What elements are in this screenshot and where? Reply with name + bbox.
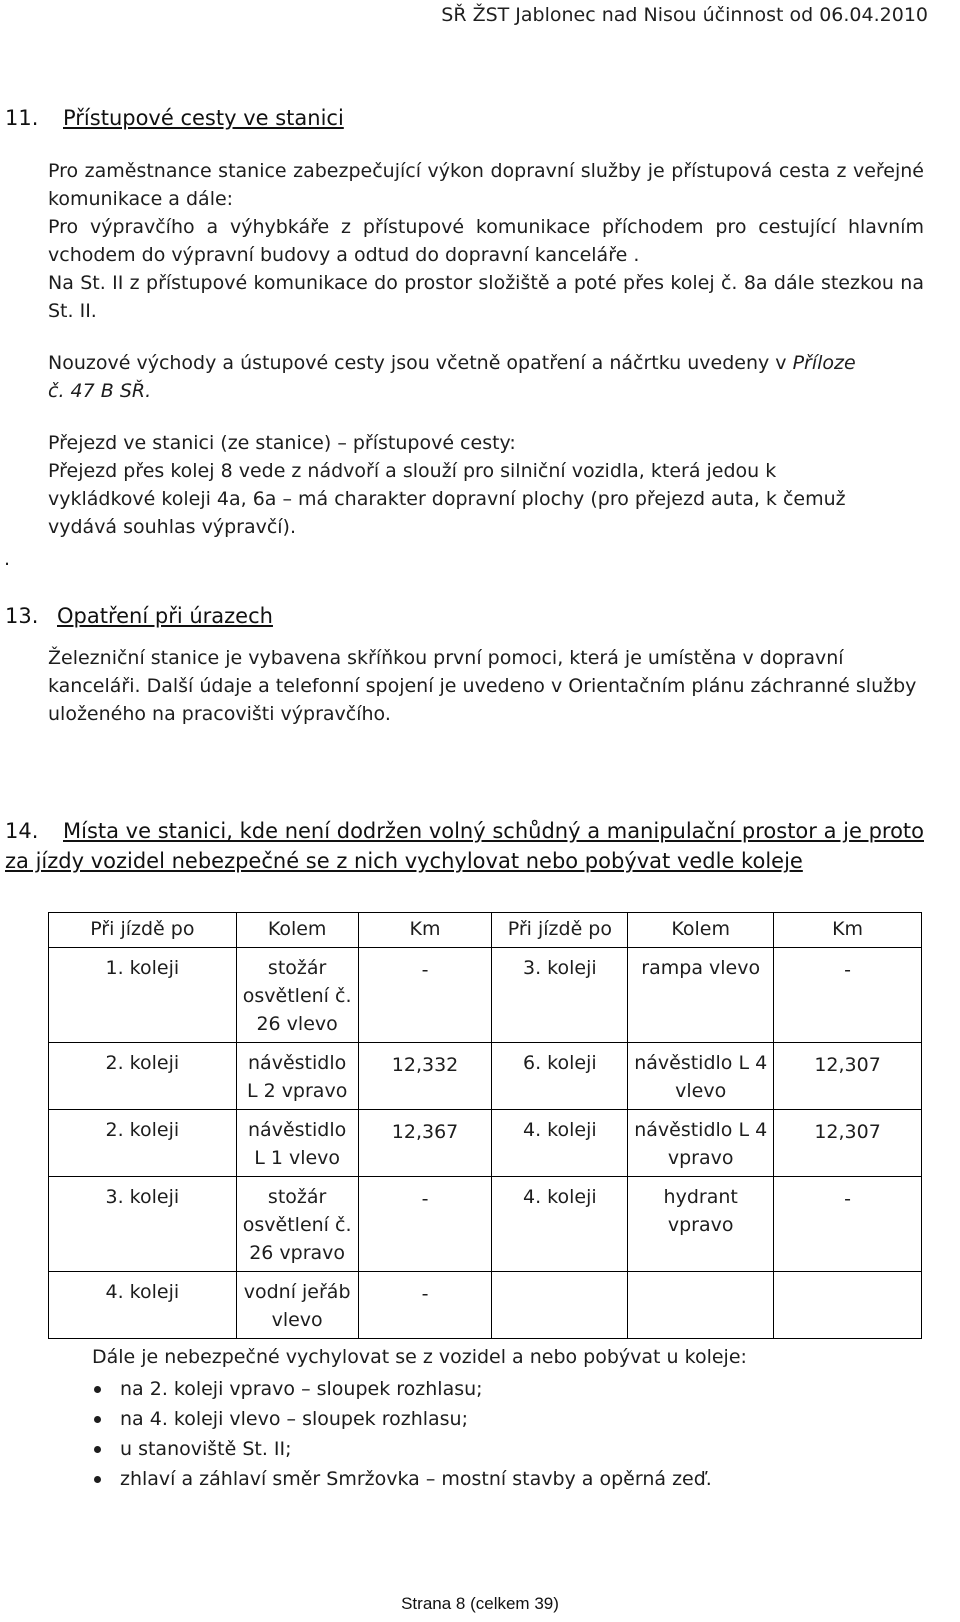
table-cell: - [358,1177,492,1272]
table-row [49,1110,922,1177]
table-cell: - [358,1272,492,1339]
table-cell: 12,307 [774,1110,922,1177]
table-cell: rampa vlevo [628,948,774,1043]
table-row [49,1272,922,1339]
section-11-intro: Pro zaměstnance stanice zabezpečující výkon dopravní služby je přístupová cesta z veřejné komunikace a dále: [48,160,924,210]
table-cell: návěstidlo L 4 vlevo [628,1043,774,1110]
section-13-number: 13. [5,604,39,628]
section-11-heading [5,106,344,130]
table-header-row [49,913,922,948]
table-row [49,948,922,1043]
table-cell: 3. koleji [49,1177,237,1272]
table-cell: vodní jeřáb vlevo [236,1272,358,1339]
section-14-heading [5,816,925,876]
table-cell: 4. koleji [492,1177,628,1272]
table-cell [774,1272,922,1339]
table-cell: stožár osvětlení č. 26 vlevo [236,948,358,1043]
table-cell: 6. koleji [492,1043,628,1110]
table-cell: 1. koleji [49,948,237,1043]
table-header-cell: Kolem [236,913,358,948]
table-cell: 2. koleji [49,1110,237,1177]
emergency-exits-ref: Příloze [792,352,856,374]
section-14-title: Místa ve stanici, kde není dodržen volný schůdný a manipulační prostor a je proto za jízdy vozidel nebezpečné se z nich vychylovat nebo pobývat vedle koleje [5,819,924,873]
table-cell: - [774,1177,922,1272]
table-cell: 3. koleji [492,948,628,1043]
emergency-exits-sentence: Nouzové východy a ústupové cesty jsou včetně opatření a náčrtku uvedeny v [48,352,793,374]
emergency-exits-ref-line2: č. 47 B SŘ. [48,380,152,402]
table-header-cell: Při jízdě po [49,913,237,948]
table-cell: 4. koleji [49,1272,237,1339]
table-cell: hydrant vpravo [628,1177,774,1272]
crossing-title: Přejezd ve stanici (ze stanice) – přístupové cesty: [48,432,516,454]
table-header-cell: Kolem [628,913,774,948]
table-row [49,1177,922,1272]
section-11-number: 11. [5,106,39,130]
section-11-para1: Pro výpravčího a výhybkáře z přístupové komunikace příchodem pro cestující hlavním vchodem do výpravní budovy a odtud do dopravní kanceláře . [48,216,924,266]
after-table-text: Dále je nebezpečné vychylovat se z vozidel a nebo pobývat u koleje: [92,1346,747,1368]
table-cell: stožár osvětlení č. 26 vpravo [236,1177,358,1272]
table-cell: 12,367 [358,1110,492,1177]
dangerous-places-table [48,912,922,1339]
table-cell: 12,332 [358,1043,492,1110]
table-header-cell: Km [774,913,922,948]
emergency-exits-text [48,350,856,378]
list-item: u stanoviště St. II; [92,1434,712,1464]
table-cell: 12,307 [774,1043,922,1110]
table-row [49,1043,922,1110]
section-13-heading [5,604,273,628]
table-cell [628,1272,774,1339]
section-13-title: Opatření při úrazech [57,604,273,628]
table-cell: 2. koleji [49,1043,237,1110]
section-13-text: Železniční stanice je vybavena skříňkou první pomoci, která je umístěna v dopravní kanceláři. Další údaje a telefonní spojení je uvedeno v Orientačním plánu záchranné služby uloženého na pracovišti výpravčího. [48,647,917,725]
section-14-number: 14. [5,819,39,843]
table-cell: 4. koleji [492,1110,628,1177]
crossing-text: Přejezd přes kolej 8 vede z nádvoří a slouží pro silniční vozidla, která jedou k vykládkové koleji 4a, 6a – má charakter dopravní plochy (pro přejezd auta, k čemuž vydává souhlas výpravčí). [48,460,846,538]
list-item: na 4. koleji vlevo – sloupek rozhlasu; [92,1404,712,1434]
table-cell: - [774,948,922,1043]
list-item: zhlaví a záhlaví směr Smržovka – mostní stavby a opěrná zeď. [92,1464,712,1494]
table-header-cell: Při jízdě po [492,913,628,948]
table-cell: návěstidlo L 1 vlevo [236,1110,358,1177]
section-11-para2: Na St. II z přístupové komunikace do prostor složiště a poté přes kolej č. 8a dále stezkou na St. II. [48,272,924,322]
table-cell [492,1272,628,1339]
section-11-title: Přístupové cesty ve stanici [63,106,344,130]
page-header: SŘ ŽST Jablonec nad Nisou účinnost od 06.04.2010 [441,4,928,26]
stray-mark: . [4,548,11,570]
list-item: na 2. koleji vpravo – sloupek rozhlasu; [92,1374,712,1404]
table-header-cell: Km [358,913,492,948]
table-cell: - [358,948,492,1043]
table-cell: návěstidlo L 2 vpravo [236,1043,358,1110]
dangerous-places-list [92,1374,712,1494]
table-cell: návěstidlo L 4 vpravo [628,1110,774,1177]
page-footer: Strana 8 (celkem 39) [401,1594,559,1613]
